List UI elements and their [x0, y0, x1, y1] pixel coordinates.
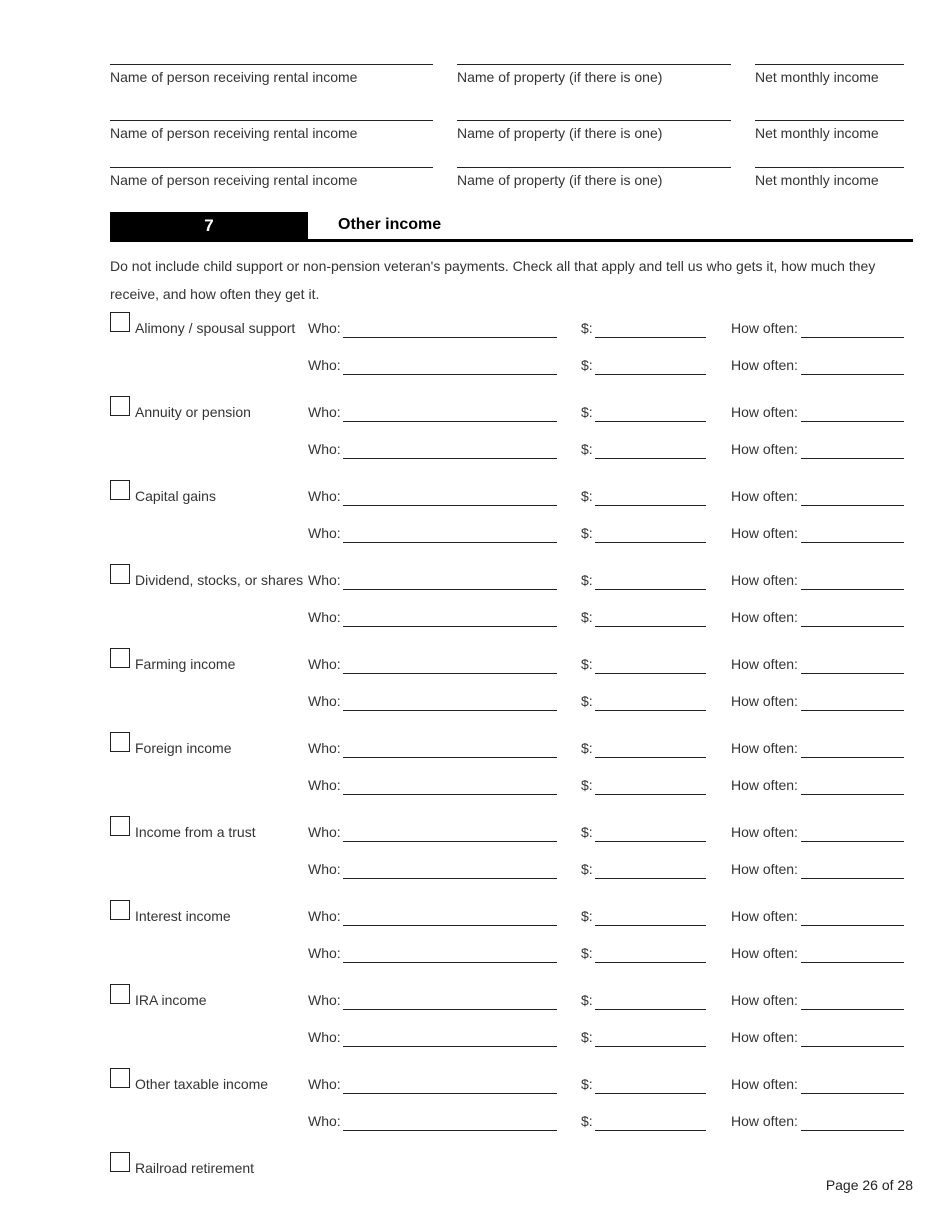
interest-income-amount-field-2[interactable]: [595, 962, 706, 963]
other-taxable-income-how-often-field-2[interactable]: [801, 1130, 904, 1131]
interest-income-how-often-label: How often:: [731, 908, 798, 924]
alimony-spousal-support-amount-field-2[interactable]: [595, 374, 706, 375]
dividend-stocks-or-shares-amount-field-1[interactable]: [595, 589, 706, 590]
alimony-spousal-support-how-often-field-2[interactable]: [801, 374, 904, 375]
income-from-a-trust-amount-label: $:: [581, 861, 593, 877]
interest-income-how-often-label: How often:: [731, 945, 798, 961]
dividend-stocks-or-shares-amount-label: $:: [581, 609, 593, 625]
annuity-or-pension-label: Annuity or pension: [135, 404, 251, 420]
foreign-income-label: Foreign income: [135, 740, 232, 756]
income-from-a-trust-how-often-field-2[interactable]: [801, 878, 904, 879]
rental-net-monthly-income-field[interactable]: [755, 64, 904, 65]
annuity-or-pension-amount-field-2[interactable]: [595, 458, 706, 459]
dividend-stocks-or-shares-how-often-label: How often:: [731, 572, 798, 588]
income-from-a-trust-how-often-field-1[interactable]: [801, 841, 904, 842]
capital-gains-how-often-field-2[interactable]: [801, 542, 904, 543]
capital-gains-who-label: Who:: [308, 525, 341, 541]
rental-net-monthly-income-field[interactable]: [755, 167, 904, 168]
rental-person-name-field[interactable]: [110, 120, 433, 121]
alimony-spousal-support-checkbox[interactable]: [110, 312, 130, 332]
other-taxable-income-label: Other taxable income: [135, 1076, 269, 1092]
capital-gains-who-field-2[interactable]: [343, 542, 557, 543]
section-number: 7: [110, 212, 308, 239]
interest-income-amount-label: $:: [581, 908, 593, 924]
other-taxable-income-who-field-2[interactable]: [343, 1130, 557, 1131]
dividend-stocks-or-shares-who-label: Who:: [308, 609, 341, 625]
annuity-or-pension-how-often-field-2[interactable]: [801, 458, 904, 459]
income-from-a-trust-checkbox[interactable]: [110, 816, 130, 836]
dividend-stocks-or-shares-who-field-2[interactable]: [343, 626, 557, 627]
farming-income-amount-label: $:: [581, 693, 593, 709]
other-taxable-income-amount-label: $:: [581, 1076, 593, 1092]
income-from-a-trust-who-label: Who:: [308, 824, 341, 840]
capital-gains-who-field-1[interactable]: [343, 505, 557, 506]
farming-income-how-often-label: How often:: [731, 656, 798, 672]
alimony-spousal-support-how-often-label: How often:: [731, 357, 798, 373]
rental-property-name-label: Name of property (if there is one): [457, 69, 663, 85]
other-taxable-income-amount-label: $:: [581, 1113, 593, 1129]
annuity-or-pension-amount-label: $:: [581, 404, 593, 420]
rental-property-name-label: Name of property (if there is one): [457, 125, 663, 141]
farming-income-how-often-label: How often:: [731, 693, 798, 709]
income-from-a-trust-amount-label: $:: [581, 824, 593, 840]
rental-person-name-field[interactable]: [110, 64, 433, 65]
interest-income-amount-label: $:: [581, 945, 593, 961]
other-taxable-income-how-often-label: How often:: [731, 1113, 798, 1129]
farming-income-amount-label: $:: [581, 656, 593, 672]
interest-income-who-label: Who:: [308, 908, 341, 924]
alimony-spousal-support-amount-field-1[interactable]: [595, 337, 706, 338]
rental-person-name-label: Name of person receiving rental income: [110, 125, 358, 141]
income-from-a-trust-who-field-1[interactable]: [343, 841, 557, 842]
foreign-income-checkbox[interactable]: [110, 732, 130, 752]
ira-income-label: IRA income: [135, 992, 207, 1008]
ira-income-who-field-2[interactable]: [343, 1046, 557, 1047]
farming-income-who-field-2[interactable]: [343, 710, 557, 711]
dividend-stocks-or-shares-checkbox[interactable]: [110, 564, 130, 584]
income-from-a-trust-how-often-label: How often:: [731, 861, 798, 877]
foreign-income-amount-label: $:: [581, 777, 593, 793]
other-taxable-income-how-often-field-1[interactable]: [801, 1093, 904, 1094]
farming-income-how-often-field-2[interactable]: [801, 710, 904, 711]
annuity-or-pension-amount-label: $:: [581, 441, 593, 457]
capital-gains-amount-label: $:: [581, 525, 593, 541]
annuity-or-pension-who-label: Who:: [308, 404, 341, 420]
foreign-income-who-label: Who:: [308, 740, 341, 756]
annuity-or-pension-how-often-field-1[interactable]: [801, 421, 904, 422]
ira-income-how-often-label: How often:: [731, 1029, 798, 1045]
interest-income-checkbox[interactable]: [110, 900, 130, 920]
ira-income-amount-field-1[interactable]: [595, 1009, 706, 1010]
other-taxable-income-who-label: Who:: [308, 1076, 341, 1092]
dividend-stocks-or-shares-who-label: Who:: [308, 572, 341, 588]
section-header: [110, 212, 913, 242]
farming-income-amount-field-1[interactable]: [595, 673, 706, 674]
foreign-income-how-often-label: How often:: [731, 740, 798, 756]
ira-income-checkbox[interactable]: [110, 984, 130, 1004]
annuity-or-pension-how-often-label: How often:: [731, 441, 798, 457]
annuity-or-pension-who-field-1[interactable]: [343, 421, 557, 422]
income-from-a-trust-amount-field-1[interactable]: [595, 841, 706, 842]
rental-net-monthly-income-label: Net monthly income: [755, 172, 879, 188]
income-from-a-trust-who-label: Who:: [308, 861, 341, 877]
income-from-a-trust-who-field-2[interactable]: [343, 878, 557, 879]
ira-income-who-label: Who:: [308, 992, 341, 1008]
interest-income-who-field-1[interactable]: [343, 925, 557, 926]
interest-income-who-label: Who:: [308, 945, 341, 961]
income-from-a-trust-how-often-label: How often:: [731, 824, 798, 840]
section-instructions: Do not include child support or non-pension veteran's payments. Check all that apply and tell us who gets it, how much they receive, and how often they get it.: [110, 258, 876, 302]
farming-income-label: Farming income: [135, 656, 236, 672]
farming-income-who-label: Who:: [308, 656, 341, 672]
foreign-income-amount-field-1[interactable]: [595, 757, 706, 758]
alimony-spousal-support-amount-label: $:: [581, 357, 593, 373]
page-number: Page 26 of 28: [825, 1177, 913, 1193]
annuity-or-pension-who-field-2[interactable]: [343, 458, 557, 459]
income-from-a-trust-label: Income from a trust: [135, 824, 256, 840]
farming-income-amount-field-2[interactable]: [595, 710, 706, 711]
foreign-income-who-field-2[interactable]: [343, 794, 557, 795]
capital-gains-amount-field-2[interactable]: [595, 542, 706, 543]
foreign-income-amount-label: $:: [581, 740, 593, 756]
other-taxable-income-amount-field-2[interactable]: [595, 1130, 706, 1131]
rental-property-name-field[interactable]: [457, 167, 731, 168]
alimony-spousal-support-how-often-label: How often:: [731, 320, 798, 336]
railroad-retirement-label: Railroad retirement: [135, 1160, 255, 1176]
capital-gains-how-often-field-1[interactable]: [801, 505, 904, 506]
rental-person-name-field[interactable]: [110, 167, 433, 168]
dividend-stocks-or-shares-amount-label: $:: [581, 572, 593, 588]
alimony-spousal-support-amount-label: $:: [581, 320, 593, 336]
rental-net-monthly-income-label: Net monthly income: [755, 125, 879, 141]
rental-property-name-field[interactable]: [457, 120, 731, 121]
other-taxable-income-who-field-1[interactable]: [343, 1093, 557, 1094]
interest-income-how-often-field-2[interactable]: [801, 962, 904, 963]
other-taxable-income-checkbox[interactable]: [110, 1068, 130, 1088]
ira-income-amount-field-2[interactable]: [595, 1046, 706, 1047]
railroad-retirement-checkbox[interactable]: [110, 1152, 130, 1172]
foreign-income-who-field-1[interactable]: [343, 757, 557, 758]
alimony-spousal-support-who-label: Who:: [308, 320, 341, 336]
interest-income-how-often-field-1[interactable]: [801, 925, 904, 926]
dividend-stocks-or-shares-label: Dividend, stocks, or shares: [135, 572, 304, 588]
farming-income-who-label: Who:: [308, 693, 341, 709]
dividend-stocks-or-shares-how-often-label: How often:: [731, 609, 798, 625]
alimony-spousal-support-who-label: Who:: [308, 357, 341, 373]
ira-income-who-field-1[interactable]: [343, 1009, 557, 1010]
rental-net-monthly-income-field[interactable]: [755, 120, 904, 121]
capital-gains-how-often-label: How often:: [731, 488, 798, 504]
foreign-income-who-label: Who:: [308, 777, 341, 793]
income-from-a-trust-amount-field-2[interactable]: [595, 878, 706, 879]
dividend-stocks-or-shares-how-often-field-1[interactable]: [801, 589, 904, 590]
foreign-income-how-often-label: How often:: [731, 777, 798, 793]
foreign-income-how-often-field-2[interactable]: [801, 794, 904, 795]
dividend-stocks-or-shares-who-field-1[interactable]: [343, 589, 557, 590]
foreign-income-how-often-field-1[interactable]: [801, 757, 904, 758]
ira-income-amount-label: $:: [581, 1029, 593, 1045]
capital-gains-label: Capital gains: [135, 488, 216, 504]
capital-gains-who-label: Who:: [308, 488, 341, 504]
alimony-spousal-support-how-often-field-1[interactable]: [801, 337, 904, 338]
rental-person-name-label: Name of person receiving rental income: [110, 69, 358, 85]
rental-property-name-field[interactable]: [457, 64, 731, 65]
ira-income-how-often-label: How often:: [731, 992, 798, 1008]
annuity-or-pension-checkbox[interactable]: [110, 396, 130, 416]
ira-income-amount-label: $:: [581, 992, 593, 1008]
ira-income-how-often-field-1[interactable]: [801, 1009, 904, 1010]
farming-income-how-often-field-1[interactable]: [801, 673, 904, 674]
capital-gains-amount-label: $:: [581, 488, 593, 504]
dividend-stocks-or-shares-how-often-field-2[interactable]: [801, 626, 904, 627]
alimony-spousal-support-label: Alimony / spousal support: [135, 320, 296, 336]
interest-income-amount-field-1[interactable]: [595, 925, 706, 926]
rental-property-name-label: Name of property (if there is one): [457, 172, 663, 188]
annuity-or-pension-amount-field-1[interactable]: [595, 421, 706, 422]
dividend-stocks-or-shares-amount-field-2[interactable]: [595, 626, 706, 627]
other-taxable-income-who-label: Who:: [308, 1113, 341, 1129]
annuity-or-pension-who-label: Who:: [308, 441, 341, 457]
interest-income-label: Interest income: [135, 908, 231, 924]
annuity-or-pension-how-often-label: How often:: [731, 404, 798, 420]
other-taxable-income-how-often-label: How often:: [731, 1076, 798, 1092]
section-title: Other income: [338, 216, 442, 233]
ira-income-how-often-field-2[interactable]: [801, 1046, 904, 1047]
farming-income-checkbox[interactable]: [110, 648, 130, 668]
rental-net-monthly-income-label: Net monthly income: [755, 69, 879, 85]
other-taxable-income-amount-field-1[interactable]: [595, 1093, 706, 1094]
capital-gains-how-often-label: How often:: [731, 525, 798, 541]
farming-income-who-field-1[interactable]: [343, 673, 557, 674]
interest-income-who-field-2[interactable]: [343, 962, 557, 963]
capital-gains-checkbox[interactable]: [110, 480, 130, 500]
ira-income-who-label: Who:: [308, 1029, 341, 1045]
foreign-income-amount-field-2[interactable]: [595, 794, 706, 795]
alimony-spousal-support-who-field-2[interactable]: [343, 374, 557, 375]
rental-person-name-label: Name of person receiving rental income: [110, 172, 358, 188]
capital-gains-amount-field-1[interactable]: [595, 505, 706, 506]
alimony-spousal-support-who-field-1[interactable]: [343, 337, 557, 338]
